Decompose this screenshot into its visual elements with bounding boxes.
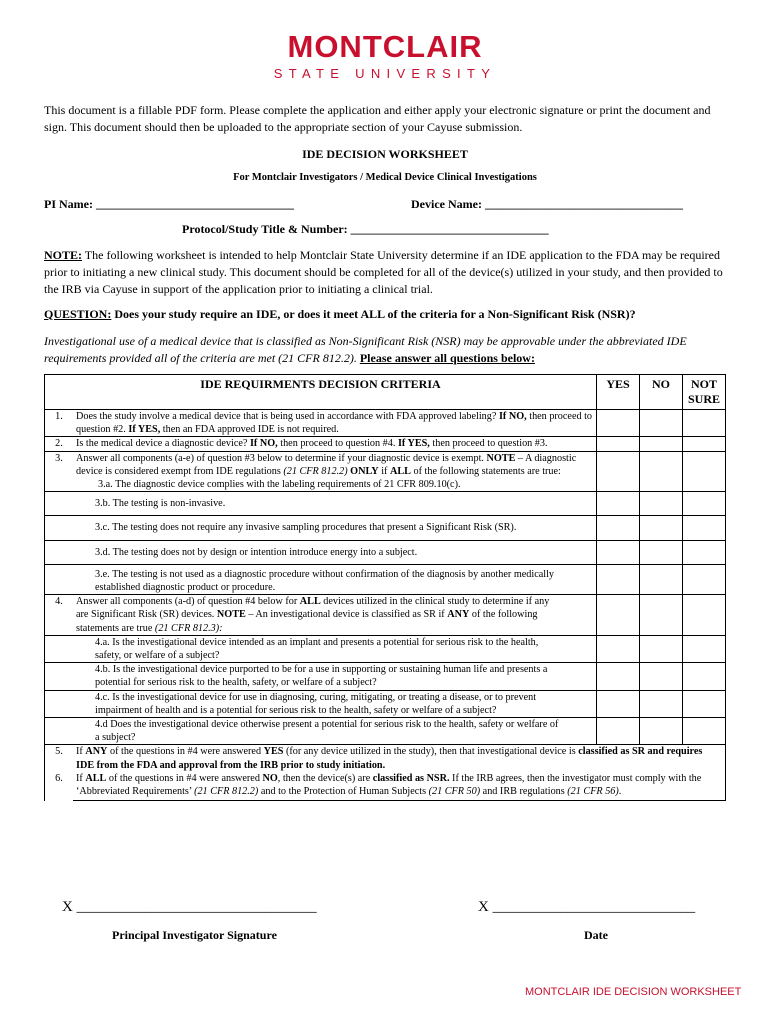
q4d-no-cell[interactable] — [640, 718, 683, 745]
table-row: 2. Is the medical device a diagnostic device? If NO, then proceed to question #4. If YES, then proceed to question #3. — [45, 437, 726, 451]
protocol-field[interactable]: Protocol/Study Title & Number: _________________________________ — [182, 222, 549, 236]
no-header: NO — [640, 375, 683, 410]
q4c-no-cell[interactable] — [640, 690, 683, 717]
university-logo-subtitle: STATE UNIVERSITY — [273, 66, 497, 81]
q1-not-sure-cell[interactable] — [683, 410, 726, 437]
table-row: 3.b. The testing is non-invasive. — [45, 492, 726, 516]
q5-text: If ANY of the questions in #4 were answered YES (for any device utilized in the study), then that investigational device is classified as SR and requires IDE from the FDA and approval from the IRB prior to study initiation. — [76, 746, 703, 771]
table-row: 4.a. Is the investigational device intended as an implant and presents a potential for serious risk to the health, safety, or welfare of a subject? — [45, 635, 726, 662]
q3c-not-sure-cell[interactable] — [683, 516, 726, 540]
university-logo: MONTCLAIR — [287, 29, 483, 64]
q3b-yes-cell[interactable] — [597, 492, 640, 516]
pi-signature-label: Principal Investigator Signature — [112, 928, 277, 942]
q2-not-sure-cell[interactable] — [683, 437, 726, 451]
question-text: Does your study require an IDE, or does it meet ALL of the criteria for a Non-Significant Risk (NSR)? — [111, 307, 636, 321]
q4c-yes-cell[interactable] — [597, 690, 640, 717]
criteria-table — [44, 374, 726, 801]
q3b-no-cell[interactable] — [640, 492, 683, 516]
table-row: 3.d. The testing does not by design or intention introduce energy into a subject. — [45, 540, 726, 564]
not-sure-header: NOT SURE — [683, 375, 726, 410]
pi-signature-line[interactable]: X ________________________________ — [62, 899, 317, 915]
q3a-no-cell[interactable] — [640, 451, 683, 492]
q2-no-cell[interactable] — [640, 437, 683, 451]
table-row: 4.c. Is the investigational device for use in diagnosing, curing, mitigating, or treating a disease, or to prevent impairment of health and is a potential for serious risk to the health, safety or welfare of a subject? — [45, 690, 726, 717]
q6-text: If ALL of the questions in #4 were answered NO, then the device(s) are classified as NSR. If the IRB agrees, then the investigator must comply with the ‘Abbreviated Requirements’ (21 CFR 812.2) and to the Protection of Human Subjects (21 CFR 50) and IRB regulations (21 CFR 56). — [76, 772, 702, 798]
q2-yes-cell[interactable] — [597, 437, 640, 451]
q4a-not-sure-cell[interactable] — [683, 635, 726, 662]
q1-no-cell[interactable] — [640, 410, 683, 437]
note-paragraph — [44, 247, 728, 298]
question-label: QUESTION: — [44, 307, 112, 321]
table-header-row — [45, 375, 726, 410]
q3c-no-cell[interactable] — [640, 516, 683, 540]
q1-yes-cell[interactable] — [597, 410, 640, 437]
q3c-yes-cell[interactable] — [597, 516, 640, 540]
q3a-yes-cell[interactable] — [597, 451, 640, 492]
q4d-not-sure-cell[interactable] — [683, 718, 726, 745]
q4b-yes-cell[interactable] — [597, 663, 640, 690]
q4a-yes-cell[interactable] — [597, 635, 640, 662]
date-line[interactable]: X ___________________________ — [478, 899, 696, 915]
criteria-header: IDE REQUIRMENTS DECISION CRITERIA — [45, 375, 597, 410]
q3d-no-cell[interactable] — [640, 540, 683, 564]
q3d-yes-cell[interactable] — [597, 540, 640, 564]
table-row: 3.c. The testing does not require any invasive sampling procedures that present a Significant Risk (SR). — [45, 516, 726, 540]
device-name-field[interactable]: Device Name: _________________________________ — [411, 197, 683, 211]
date-label: Date — [584, 928, 608, 942]
nsr-paragraph — [44, 333, 728, 367]
q3e-yes-cell[interactable] — [597, 564, 640, 594]
intro-paragraph: This document is a fillable PDF form. Please complete the application and either apply your electronic signature or print the document and sign. This document should then be uploaded to the appropriate section of your Cayuse submission. — [44, 103, 711, 134]
table-row: 4.d Does the investigational device otherwise present a potential for serious risk to the health, safety or welfare of a subject? — [45, 718, 726, 745]
nsr-text: Investigational use of a medical device that is classified as Non-Significant Risk (NSR) may be approvable under the abbreviated IDE requirements provided all of the criteria are met (21 CFR 812.2). — [44, 334, 687, 365]
pi-name-field[interactable]: PI Name: _________________________________ — [44, 197, 294, 211]
note-label: NOTE: — [44, 248, 83, 262]
q3e-no-cell[interactable] — [640, 564, 683, 594]
q4b-no-cell[interactable] — [640, 663, 683, 690]
q4c-not-sure-cell[interactable] — [683, 690, 726, 717]
table-row: 3.e. The testing is not used as a diagnostic procedure without confirmation of the diagnosis by another medically established diagnostic product or procedure. — [45, 564, 726, 594]
nsr-instruction: Please answer all questions below: — [359, 351, 535, 365]
q4b-not-sure-cell[interactable] — [683, 663, 726, 690]
page-title: IDE DECISION WORKSHEET — [302, 147, 468, 161]
table-row: 4.b. Is the investigational device purported to be for a use in supporting or sustaining human life and presents a potential for serious risk to the health, safety, or welfare of a subject? — [45, 663, 726, 690]
table-row: 4. Answer all components (a-d) of question #4 below for ALL devices utilized in the clinical study to determine if any are Significant Risk (SR) devices. NOTE – An investigational device is classified as SR if ANY of the following statements are true (21 CFR 812.3): — [45, 595, 726, 636]
note-text: The following worksheet is intended to help Montclair State University determine if an IDE application to the FDA may be required prior to initiating a new clinical study. This document should be completed for all of the device(s) utilized in your study, and then provided to the IRB via Cayuse in support of the application prior to initiating a clinical trial. — [44, 248, 723, 296]
q3a-not-sure-cell[interactable] — [683, 451, 726, 492]
q4a-no-cell[interactable] — [640, 635, 683, 662]
table-row: 3. Answer all components (a-e) of question #3 below to determine if your diagnostic device is exempt. NOTE – A diagnostic device is considered exempt from IDE regulations (21 CFR 812.2) ONLY if ALL of the following statements are true: 3.a. The diagnostic device complies with the labeling requirements of 21 CFR 809.10(c). — [45, 451, 726, 492]
q3b-not-sure-cell[interactable] — [683, 492, 726, 516]
footer-text: MONTCLAIR IDE DECISION WORKSHEET — [525, 986, 742, 998]
q3e-not-sure-cell[interactable] — [683, 564, 726, 594]
page-subtitle: For Montclair Investigators / Medical Device Clinical Investigations — [233, 172, 537, 183]
q3d-not-sure-cell[interactable] — [683, 540, 726, 564]
q4d-yes-cell[interactable] — [597, 718, 640, 745]
question-paragraph — [44, 306, 728, 323]
yes-header: YES — [597, 375, 640, 410]
table-row: 1. Does the study involve a medical device that is being used in accordance with FDA approved labeling? If NO, then proceed to question #2. If YES, then an FDA approved IDE is not required. — [45, 410, 726, 437]
table-row: 5. 6. If ANY of the questions in #4 were answered YES (for any device utilized in the study), then that investigational device is classified as SR and requires IDE from the FDA and approval from the IRB prior to study initiation. If ALL of the questions in #4 were answered NO, then the device(s) are classified as NSR. If the IRB agrees, then the investigator must comply with the ‘Abbreviated Requirements’ (21 CFR 812.2) and to the Protection of Human Subjects (21 CFR 50) and IRB regulations (21 CFR 56). — [45, 745, 726, 801]
